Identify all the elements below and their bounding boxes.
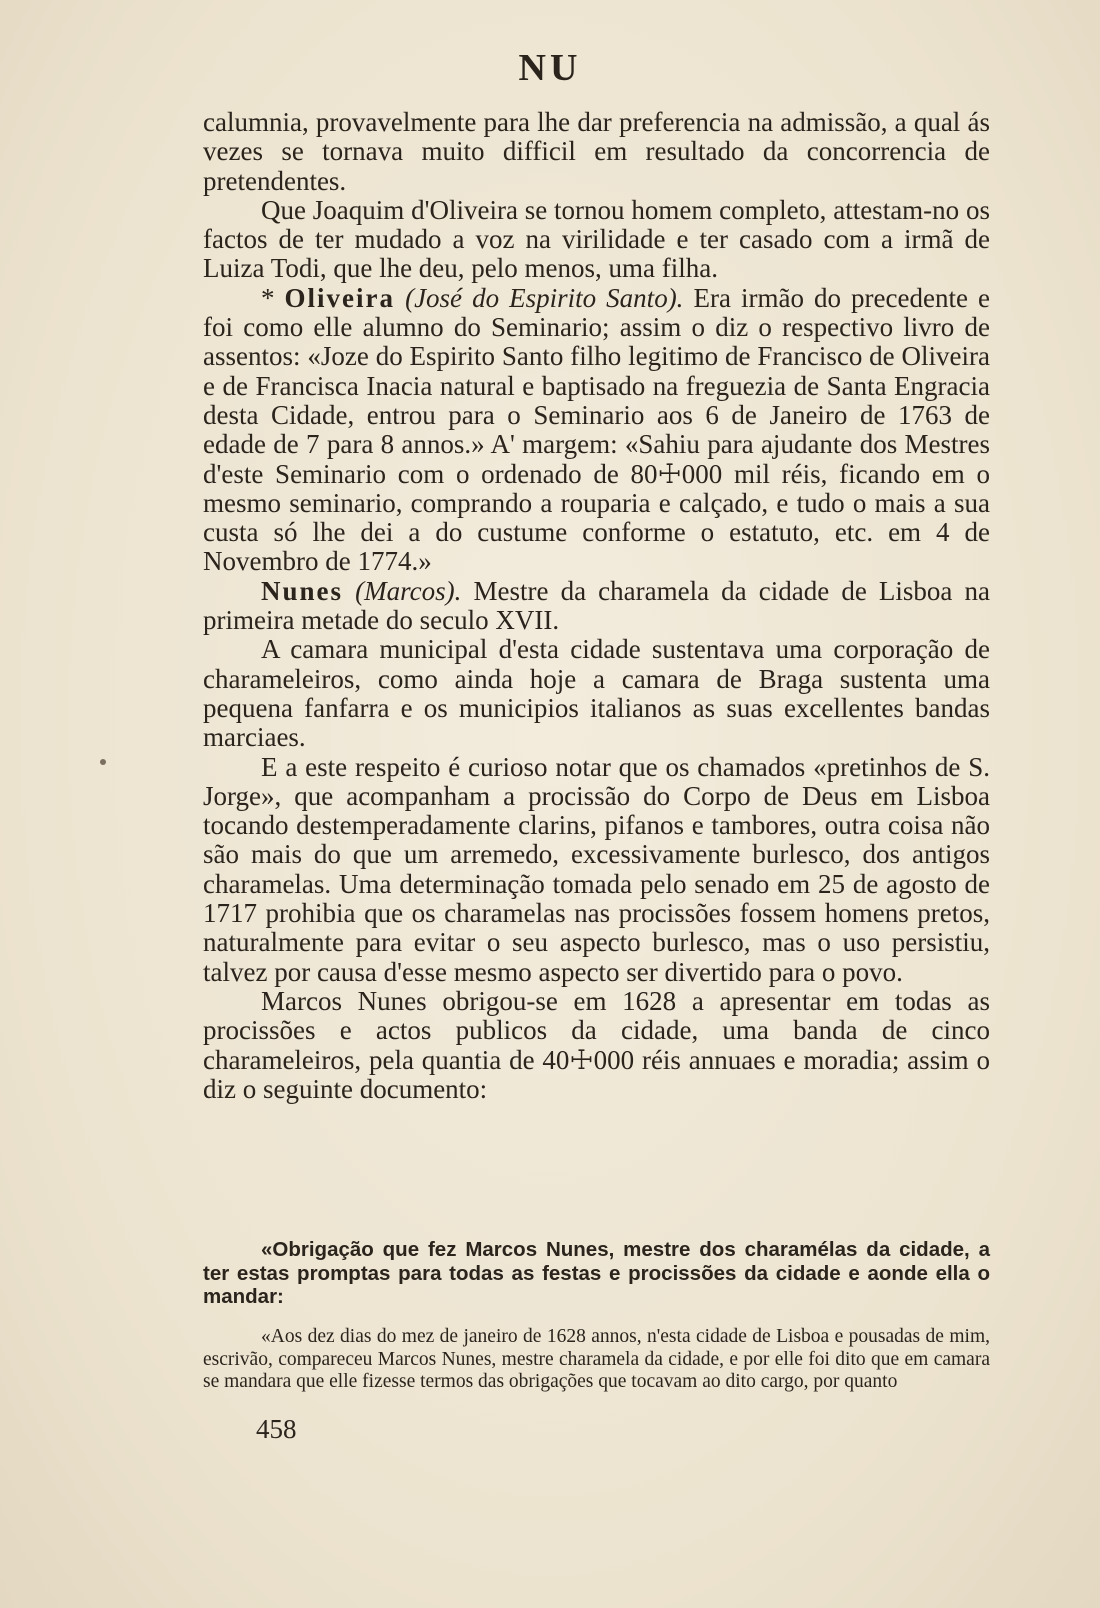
paragraph-6: E a este respeito é curioso notar que os chamados «pretinhos de S. Jorge», que acompanham a procissão do Corpo de Deus em Lisboa tocando destemperadamente clarins, pifanos e tambores, outra coisa não são mais do que um arremedo, excessivamente burlesco, dos antigos charamelas. Uma determinação tomada pelo senado em 25 de agosto de 1717 prohibia que os charamelas nas procissões fossem homens pretos, naturalmente para evitar o seu aspecto burlesco, mas o uso persistiu, talvez por causa d'esse mesmo aspecto ser divertido para o povo. [203,751,990,987]
entry-name-oliveira: Oliveira [284,282,396,313]
entry-oliveira [203,284,990,577]
paragraph-7: Marcos Nunes obrigou-se em 1628 a apresentar em todas as procissões e actos publicos da cidade, uma banda de cinco charameleiros, pela quantia de 40☩000 réis annuaes e moradia; assim o diz o seguinte documento: [203,985,990,1104]
page-number: 458 [256,1414,297,1444]
entry-qualifier-oliveira: (José do Espirito Santo). [405,282,684,313]
entry-nunes [203,577,990,636]
entry-qualifier-nunes: (Marcos). [355,575,462,606]
document-title: «Obrigação que fez Marcos Nunes, mestre dos charamélas da cidade, a ter estas promptas para todas as festas e procissões da cidade e aonde ella o mandar: [203,1238,990,1308]
entry-text-nunes: Mestre da charamela da cidade de Lisboa na primeira metade do seculo XVII. [203,575,990,636]
entry-marker: * [261,282,285,313]
main-text [203,108,990,1104]
document-quote: «Aos dez dias do mez de janeiro de 1628 annos, n'esta cidade de Lisboa e pousadas de mim, escrivão, compareceu Marcos Nunes, mestre charamela da cidade, e por elle foi dito que em camara se mandara que elle fizesse termos das obrigações que tocavam ao dito cargo, por quanto [203,1326,990,1392]
running-head: NU [518,47,582,89]
entry-text-oliveira: Era irmão do precedente e foi como elle alumno do Seminario; assim o diz o respectivo livro de assentos: «Joze do Espirito Santo filho legitimo de Francisco de Oliveira e de Francisca Inacia natural e baptisado na freguezia de Santa Engracia desta Cidade, entrou para o Seminario aos 6 de Janeiro de 1763 de edade de 7 para 8 annos.» A' margem: «Sahiu para ajudante dos Mestres d'este Seminario com o ordenado de 80☩000 mil réis, ficando em o mesmo seminario, comprando a rouparia e calçado, e tudo o mais a sua custa só lhe dei a do custume conforme o estatuto, etc. em 4 de Novembro de 1774.» [203,282,990,577]
paragraph-5: A camara municipal d'esta cidade sustentava uma corporação de charameleiros, como ainda hoje a camara de Braga sustenta uma pequena fanfarra e os municipios italianos as suas excellentes bandas marciaes. [203,634,990,753]
entry-name-nunes: Nunes [261,575,344,606]
margin-ink-dot [100,759,106,765]
paragraph-2: Que Joaquim d'Oliveira se tornou homem completo, attestam-no os factos de ter mudado a voz na virilidade e ter casado com a irmã de Luiza Todi, que lhe deu, pelo menos, uma filha. [203,194,990,284]
paragraph-1: calumnia, provavelmente para lhe dar preferencia na admissão, a qual ás vezes se tornava muito difficil em resultado da concorrencia de pretendentes. [203,107,990,196]
